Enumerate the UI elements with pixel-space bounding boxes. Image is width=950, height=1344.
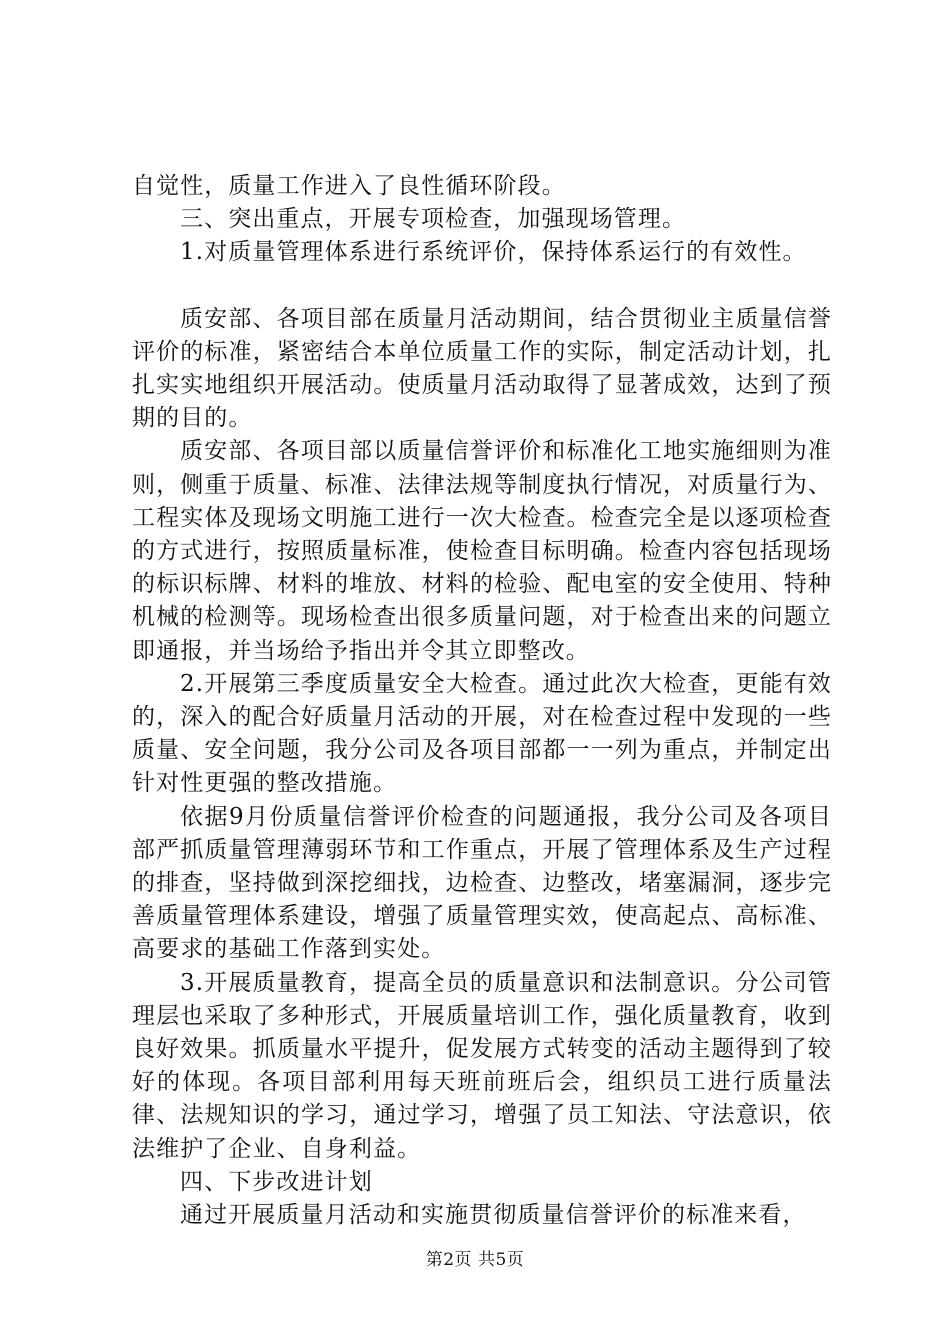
paragraph-quality-month: 质安部、各项目部在质量月活动期间，结合贯彻业主质量信誉评价的标准，紧密结合本单位质量工作的实际，制定活动计划，扎扎实实地组织开展活动。使质量月活动取得了显著成效，达到了预期的目的。 bbox=[132, 305, 832, 432]
document-body bbox=[132, 170, 832, 1232]
subheading-3-1: 1.对质量管理体系进行系统评价，保持体系运行的有效性。 bbox=[180, 239, 807, 266]
paragraph-1: 自觉性，质量工作进入了良性循环阶段。 bbox=[132, 173, 566, 199]
paragraph-improvement-plan: 通过开展质量月活动和实施贯彻质量信誉评价的标准来看， bbox=[180, 1202, 807, 1229]
section-heading-4: 四、下步改进计划 bbox=[180, 1168, 373, 1195]
paragraph-inspection: 质安部、各项目部以质量信誉评价和标准化工地实施细则为准则，侧重于质量、标准、法律法规等制度执行情况，对质量行为、工程实体及现场文明施工进行一次大检查。检查完全是以逐项检查的方式进行，按照质量标准，使检查目标明确。检查内容包括现场的标识标牌、材料的堆放、材料的检验、配电室的安全使用、特种机械的检测等。现场检查出很多质量问题，对于检查出来的问题立即通报，并当场给予指出并令其立即整改。 bbox=[132, 438, 832, 664]
section-heading-3: 三、突出重点，开展专项检查，加强现场管理。 bbox=[180, 206, 687, 233]
subheading-3-2: 2.开展第三季度质量安全大检查。通过此次大检查，更能有效的，深入的配合好质量月活动的开展，对在检查过程中发现的一些质量、安全问题，我分公司及各项目部都一一列为重点，并制定出针对性更强的整改措施。 bbox=[132, 670, 832, 797]
subheading-3-3: 3.开展质量教育，提高全员的质量意识和法制意识。分公司管理层也采取了多种形式，开展质量培训工作，强化质量教育，收到良好效果。抓质量水平提升，促发展方式转变的活动主题得到了较好的体现。各项目部利用每天班前班后会，组织员工进行质量法律、法规知识的学习，通过学习，增强了员工知法、守法意识，依法维护了企业、自身利益。 bbox=[132, 969, 832, 1162]
paragraph-september-report: 依据9月份质量信誉评价检查的问题通报，我分公司及各项目部严抓质量管理薄弱环节和工作重点，开展了管理体系及生产过程的排查，坚持做到深挖细找，边检查、边整改，堵塞漏洞，逐步完善质量管理体系建设，增强了质量管理实效，使高起点、高标准、高要求的基础工作落到实处。 bbox=[132, 803, 832, 963]
page-number-footer: 第2页 共5页 bbox=[425, 1250, 525, 1270]
